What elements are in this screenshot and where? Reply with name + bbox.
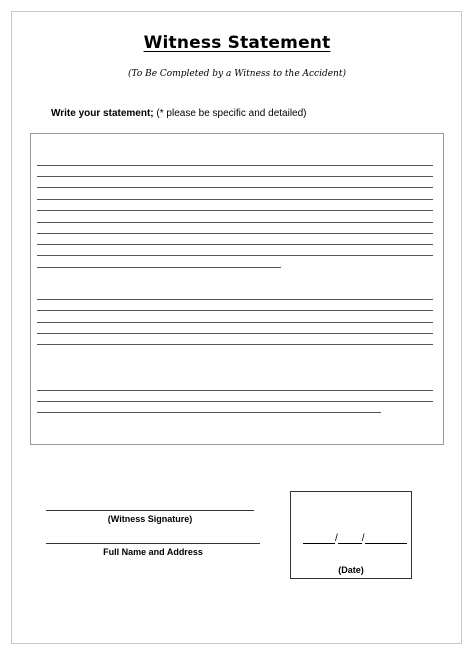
writing-line[interactable] xyxy=(37,390,433,391)
form-title: Witness Statement xyxy=(143,33,331,53)
witness-signature-line[interactable] xyxy=(46,510,254,511)
writing-line[interactable] xyxy=(37,222,433,223)
statement-prompt xyxy=(51,108,307,119)
writing-line[interactable] xyxy=(37,210,433,211)
writing-line[interactable] xyxy=(37,165,433,166)
statement-prompt-label: Write your statement; xyxy=(51,108,154,119)
date-year-slot[interactable] xyxy=(365,535,407,544)
writing-line[interactable] xyxy=(37,310,433,311)
statement-writing-area[interactable] xyxy=(30,133,444,445)
writing-line-short[interactable] xyxy=(37,412,381,413)
date-entry[interactable] xyxy=(303,533,407,544)
writing-line[interactable] xyxy=(37,233,433,234)
date-box xyxy=(290,491,412,579)
writing-line[interactable] xyxy=(37,344,433,345)
full-name-address-label: Full Name and Address xyxy=(103,547,203,557)
full-name-address-line[interactable] xyxy=(46,543,260,544)
writing-line[interactable] xyxy=(37,299,433,300)
statement-prompt-note: (* please be specific and detailed) xyxy=(156,108,307,119)
writing-line[interactable] xyxy=(37,244,433,245)
writing-line[interactable] xyxy=(37,322,433,323)
date-separator: / xyxy=(361,533,365,544)
witness-signature-label: (Witness Signature) xyxy=(107,514,193,524)
date-separator: / xyxy=(335,533,338,544)
date-label: (Date) xyxy=(338,565,364,575)
date-day-slot[interactable] xyxy=(303,535,335,544)
date-month-slot[interactable] xyxy=(338,535,362,544)
form-subtitle: (To Be Completed by a Witness to the Accident) xyxy=(128,69,346,79)
writing-line[interactable] xyxy=(37,176,433,177)
writing-line-short[interactable] xyxy=(37,267,281,268)
writing-line[interactable] xyxy=(37,401,433,402)
writing-line[interactable] xyxy=(37,199,433,200)
writing-line[interactable] xyxy=(37,333,433,334)
writing-line[interactable] xyxy=(37,255,433,256)
writing-line[interactable] xyxy=(37,187,433,188)
